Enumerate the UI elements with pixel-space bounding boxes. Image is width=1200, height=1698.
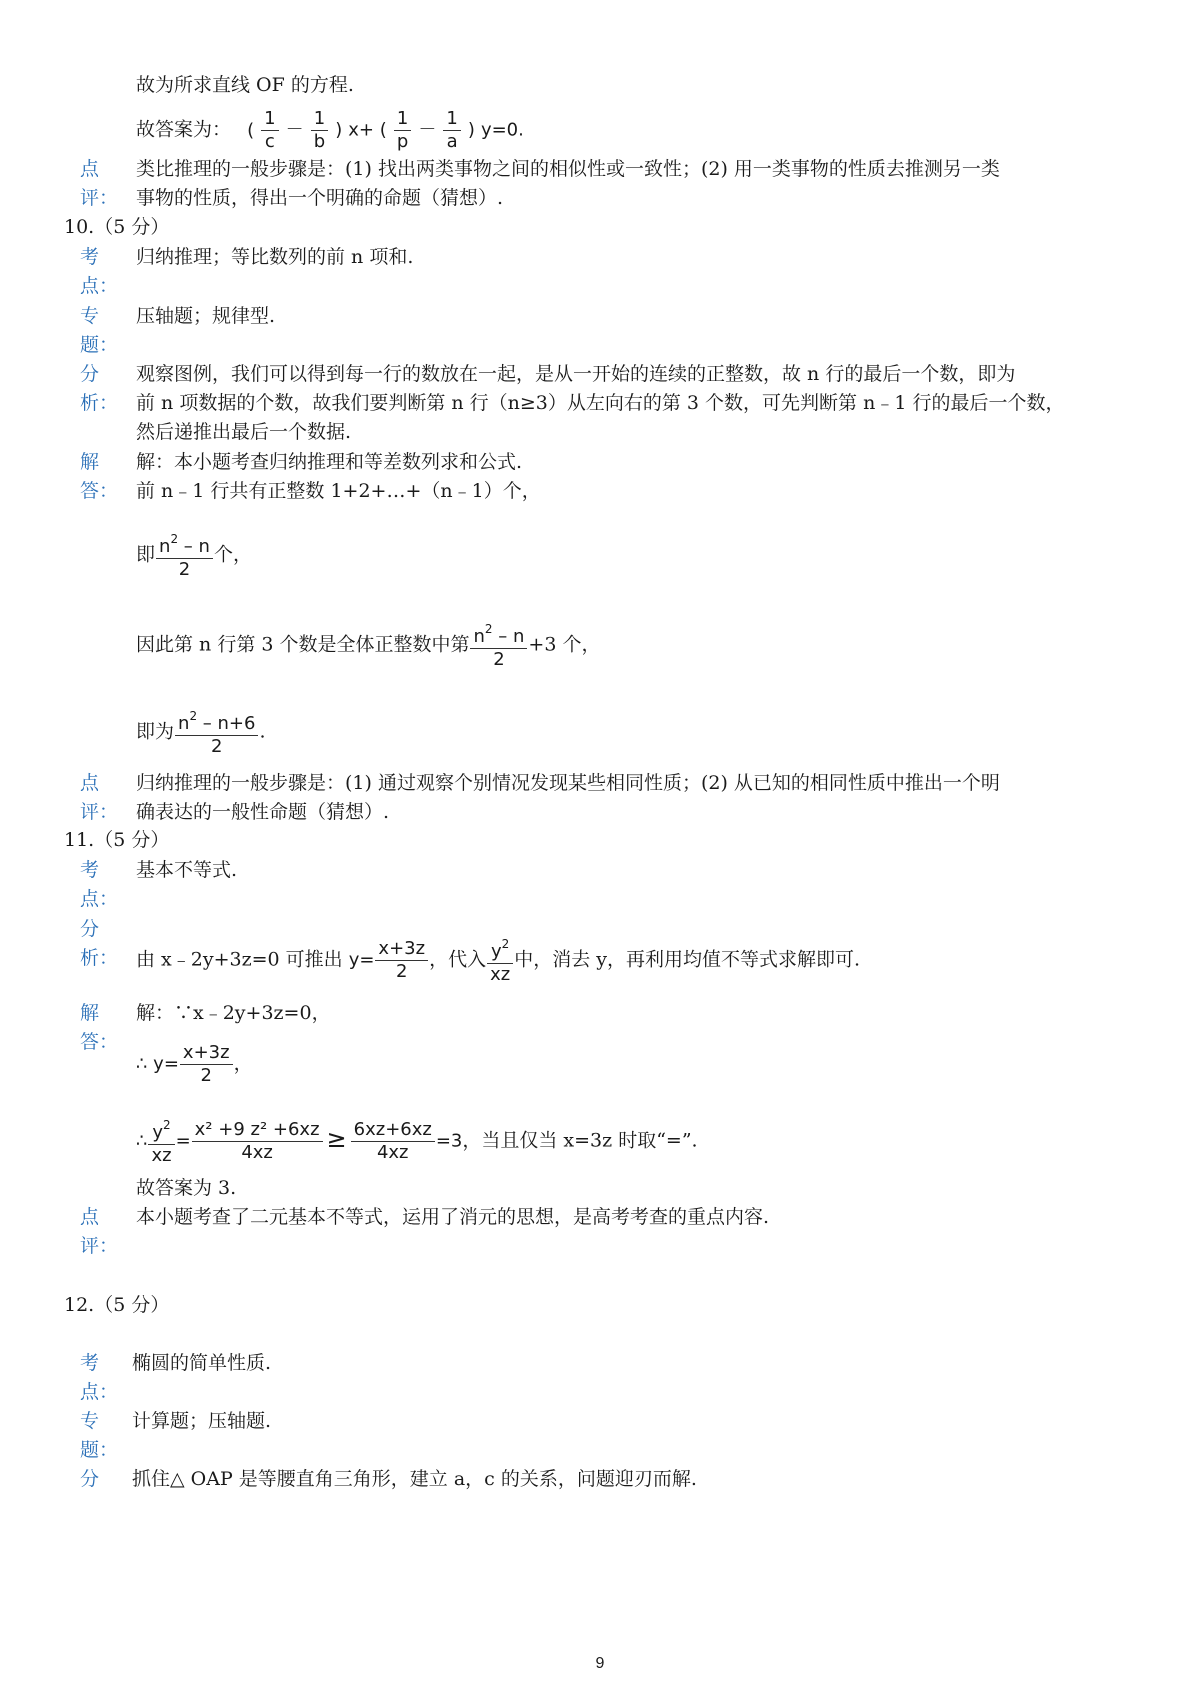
fenxi-text: 由 x﹣2y+3z=0 可推出	[136, 948, 349, 971]
denominator: xz	[151, 1145, 172, 1166]
kaodian-text: 归纳推理；等比数列的前 n 项和.	[136, 246, 414, 268]
numerator: 1	[396, 108, 409, 129]
formula-paren: )	[467, 119, 475, 141]
section-label: 点	[80, 772, 100, 794]
math-text: =3	[435, 1130, 463, 1152]
numerator: 6xz+6xz	[353, 1119, 432, 1140]
step-text: ，	[233, 1052, 253, 1075]
fraction	[487, 935, 513, 986]
numerator	[470, 620, 527, 648]
denominator: 4xz	[376, 1142, 409, 1163]
fenxi-text: 抓住△ OAP 是等腰直角三角形，建立 a，c 的关系，问题迎刃而解.	[132, 1468, 697, 1490]
formula-paren: (	[247, 119, 255, 141]
section-label: 考	[80, 859, 100, 881]
section-label: 专	[80, 1410, 100, 1432]
kaodian-text: 基本不等式.	[136, 859, 238, 881]
fenxi-text: 中，消去 y，再利用均值不等式求解即可.	[514, 948, 861, 971]
minus-sign: －	[418, 119, 437, 141]
denominator: xz	[490, 964, 511, 985]
step-text: 因此第 n 行第 3 个数是全体正整数中第	[136, 633, 470, 656]
geq-symbol: ≥	[326, 1124, 347, 1153]
page-number: 9	[595, 1655, 605, 1672]
section-label: 专	[80, 305, 100, 327]
section-label: 答：	[80, 480, 119, 502]
numerator	[156, 530, 213, 558]
kaodian-text: 椭圆的简单性质.	[132, 1352, 272, 1374]
denominator: 2	[200, 1065, 212, 1086]
section-label: 析：	[80, 947, 119, 969]
numerator: 1	[313, 108, 326, 129]
fenxi-text: 然后递推出最后一个数据.	[136, 421, 352, 443]
fraction	[148, 1116, 174, 1167]
fenxi-line	[136, 935, 860, 986]
step-text: ，当且仅当 x=3z 时取“=”.	[462, 1129, 698, 1152]
numerator-term: n	[473, 626, 485, 647]
fenxi-text: 前 n 项数据的个数，故我们要判断第 n 行（n≥3）从左向右的第 3 个数，可先判断第 n﹣1 行的最后一个数，	[136, 392, 1065, 414]
numerator: 1	[446, 108, 458, 129]
fraction	[351, 1119, 435, 1164]
numerator: x² +9 z² +6xz	[194, 1119, 320, 1140]
numerator: 1	[264, 108, 276, 129]
section-label: 分	[80, 918, 100, 940]
numerator-term: n	[178, 713, 190, 734]
fraction	[180, 1042, 233, 1087]
zhuanti-text: 压轴题；规律型.	[136, 305, 276, 327]
denominator: 2	[211, 736, 223, 757]
step-text: +3 个，	[528, 633, 601, 656]
section-label: 评：	[80, 1235, 119, 1257]
numerator-term: n	[159, 536, 171, 557]
fraction	[175, 707, 258, 758]
numerator	[149, 1116, 173, 1144]
fraction	[394, 108, 411, 153]
math-text: y=	[348, 949, 375, 971]
fraction	[261, 108, 278, 153]
text-line: 故为所求直线 OF 的方程.	[136, 74, 354, 96]
math-text: ∴	[136, 1130, 148, 1152]
answer-text: 故答案为 3.	[136, 1177, 237, 1199]
section-label: 考	[80, 246, 100, 268]
section-label: 分	[80, 363, 100, 385]
comment-text: 类比推理的一般步骤是：(1) 找出两类事物之间的相似性或一致性；(2) 用一类事物的性质去推测另一类	[136, 158, 1000, 180]
math-step	[136, 1042, 253, 1087]
denominator: 2	[178, 559, 191, 580]
formula-paren: )	[335, 119, 343, 141]
math-step	[136, 707, 266, 758]
numerator-term: y	[490, 941, 502, 962]
section-label: 题：	[80, 1439, 119, 1461]
dianping-text: 归纳推理的一般步骤是：(1) 通过观察个别情况发现某些相同性质；(2) 从已知的相同性质中推出一个明	[136, 772, 1000, 794]
fenxi-text: ，代入	[429, 948, 487, 971]
minus-sign: －	[285, 119, 304, 141]
formula-paren: (	[379, 119, 387, 141]
section-label: 点：	[80, 275, 119, 297]
numerator-term: – n	[178, 536, 210, 557]
exponent: 2	[189, 709, 198, 723]
numerator	[488, 935, 512, 963]
math-text: =	[175, 1130, 191, 1152]
fraction	[192, 1119, 323, 1164]
numerator-term: – n+6	[197, 713, 256, 734]
exponent: 2	[163, 1118, 171, 1132]
section-label: 点	[80, 1206, 100, 1228]
comment-text: 事物的性质，得出一个明确的命题（猜想）.	[136, 187, 504, 209]
denominator: b	[313, 131, 326, 152]
denominator: 2	[396, 961, 408, 982]
section-label: 点	[80, 158, 100, 180]
exponent: 2	[501, 937, 510, 951]
section-label: 分	[80, 1468, 100, 1490]
step-text: 即为	[136, 720, 175, 743]
jieda-text: 解：∵x﹣2y+3z=0，	[136, 1002, 331, 1024]
formula-text: y=0.	[480, 119, 524, 141]
fraction	[375, 938, 428, 983]
section-label: 点：	[80, 1381, 119, 1403]
fraction	[470, 620, 527, 671]
step-text: 个，	[213, 543, 252, 566]
denominator: c	[264, 131, 275, 152]
jieda-text: 前 n﹣1 行共有正整数 1+2+…+（n﹣1）个，	[136, 480, 541, 502]
fenxi-text: 观察图例，我们可以得到每一行的数放在一起，是从一开始的连续的正整数，故 n 行的最后一个数，即为	[136, 363, 1016, 385]
answer-prefix: 故答案为：	[136, 118, 232, 141]
denominator: 4xz	[241, 1142, 273, 1163]
question-header: 11.（5 分）	[64, 829, 170, 851]
formula-text: x+	[348, 119, 380, 141]
question-header: 10.（5 分）	[64, 216, 170, 238]
jieda-text: 解：本小题考查归纳推理和等差数列求和公式.	[136, 451, 523, 473]
fraction	[443, 108, 460, 153]
step-text: .	[259, 720, 266, 743]
numerator: x+3z	[182, 1042, 230, 1063]
exponent: 2	[170, 532, 179, 546]
exponent: 2	[484, 622, 493, 636]
math-step	[136, 530, 252, 581]
section-label: 析：	[80, 392, 119, 414]
fraction	[156, 530, 213, 581]
math-text: ∴ y=	[136, 1053, 179, 1075]
question-header: 12.（5 分）	[64, 1294, 170, 1316]
zhuanti-text: 计算题；压轴题.	[132, 1410, 272, 1432]
dianping-text: 本小题考查了二元基本不等式，运用了消元的思想，是高考考查的重点内容.	[136, 1206, 770, 1228]
step-text: 即	[136, 543, 156, 566]
section-label: 答：	[80, 1031, 119, 1053]
denominator: a	[446, 131, 458, 152]
math-step	[136, 620, 600, 671]
dianping-text: 确表达的一般性命题（猜想）.	[136, 801, 390, 823]
numerator-term: y	[152, 1122, 164, 1143]
section-label: 点：	[80, 888, 119, 910]
section-label: 评：	[80, 801, 119, 823]
fraction	[311, 108, 328, 153]
math-step	[136, 1116, 698, 1167]
answer-line	[136, 108, 524, 153]
section-label: 解	[80, 1002, 100, 1024]
denominator: p	[396, 131, 409, 152]
section-label: 评：	[80, 187, 119, 209]
section-label: 考	[80, 1352, 100, 1374]
denominator: 2	[493, 649, 505, 670]
section-label: 题：	[80, 334, 119, 356]
numerator	[175, 707, 258, 735]
numerator: x+3z	[378, 938, 426, 959]
section-label: 解	[80, 451, 100, 473]
numerator-term: – n	[492, 626, 525, 647]
